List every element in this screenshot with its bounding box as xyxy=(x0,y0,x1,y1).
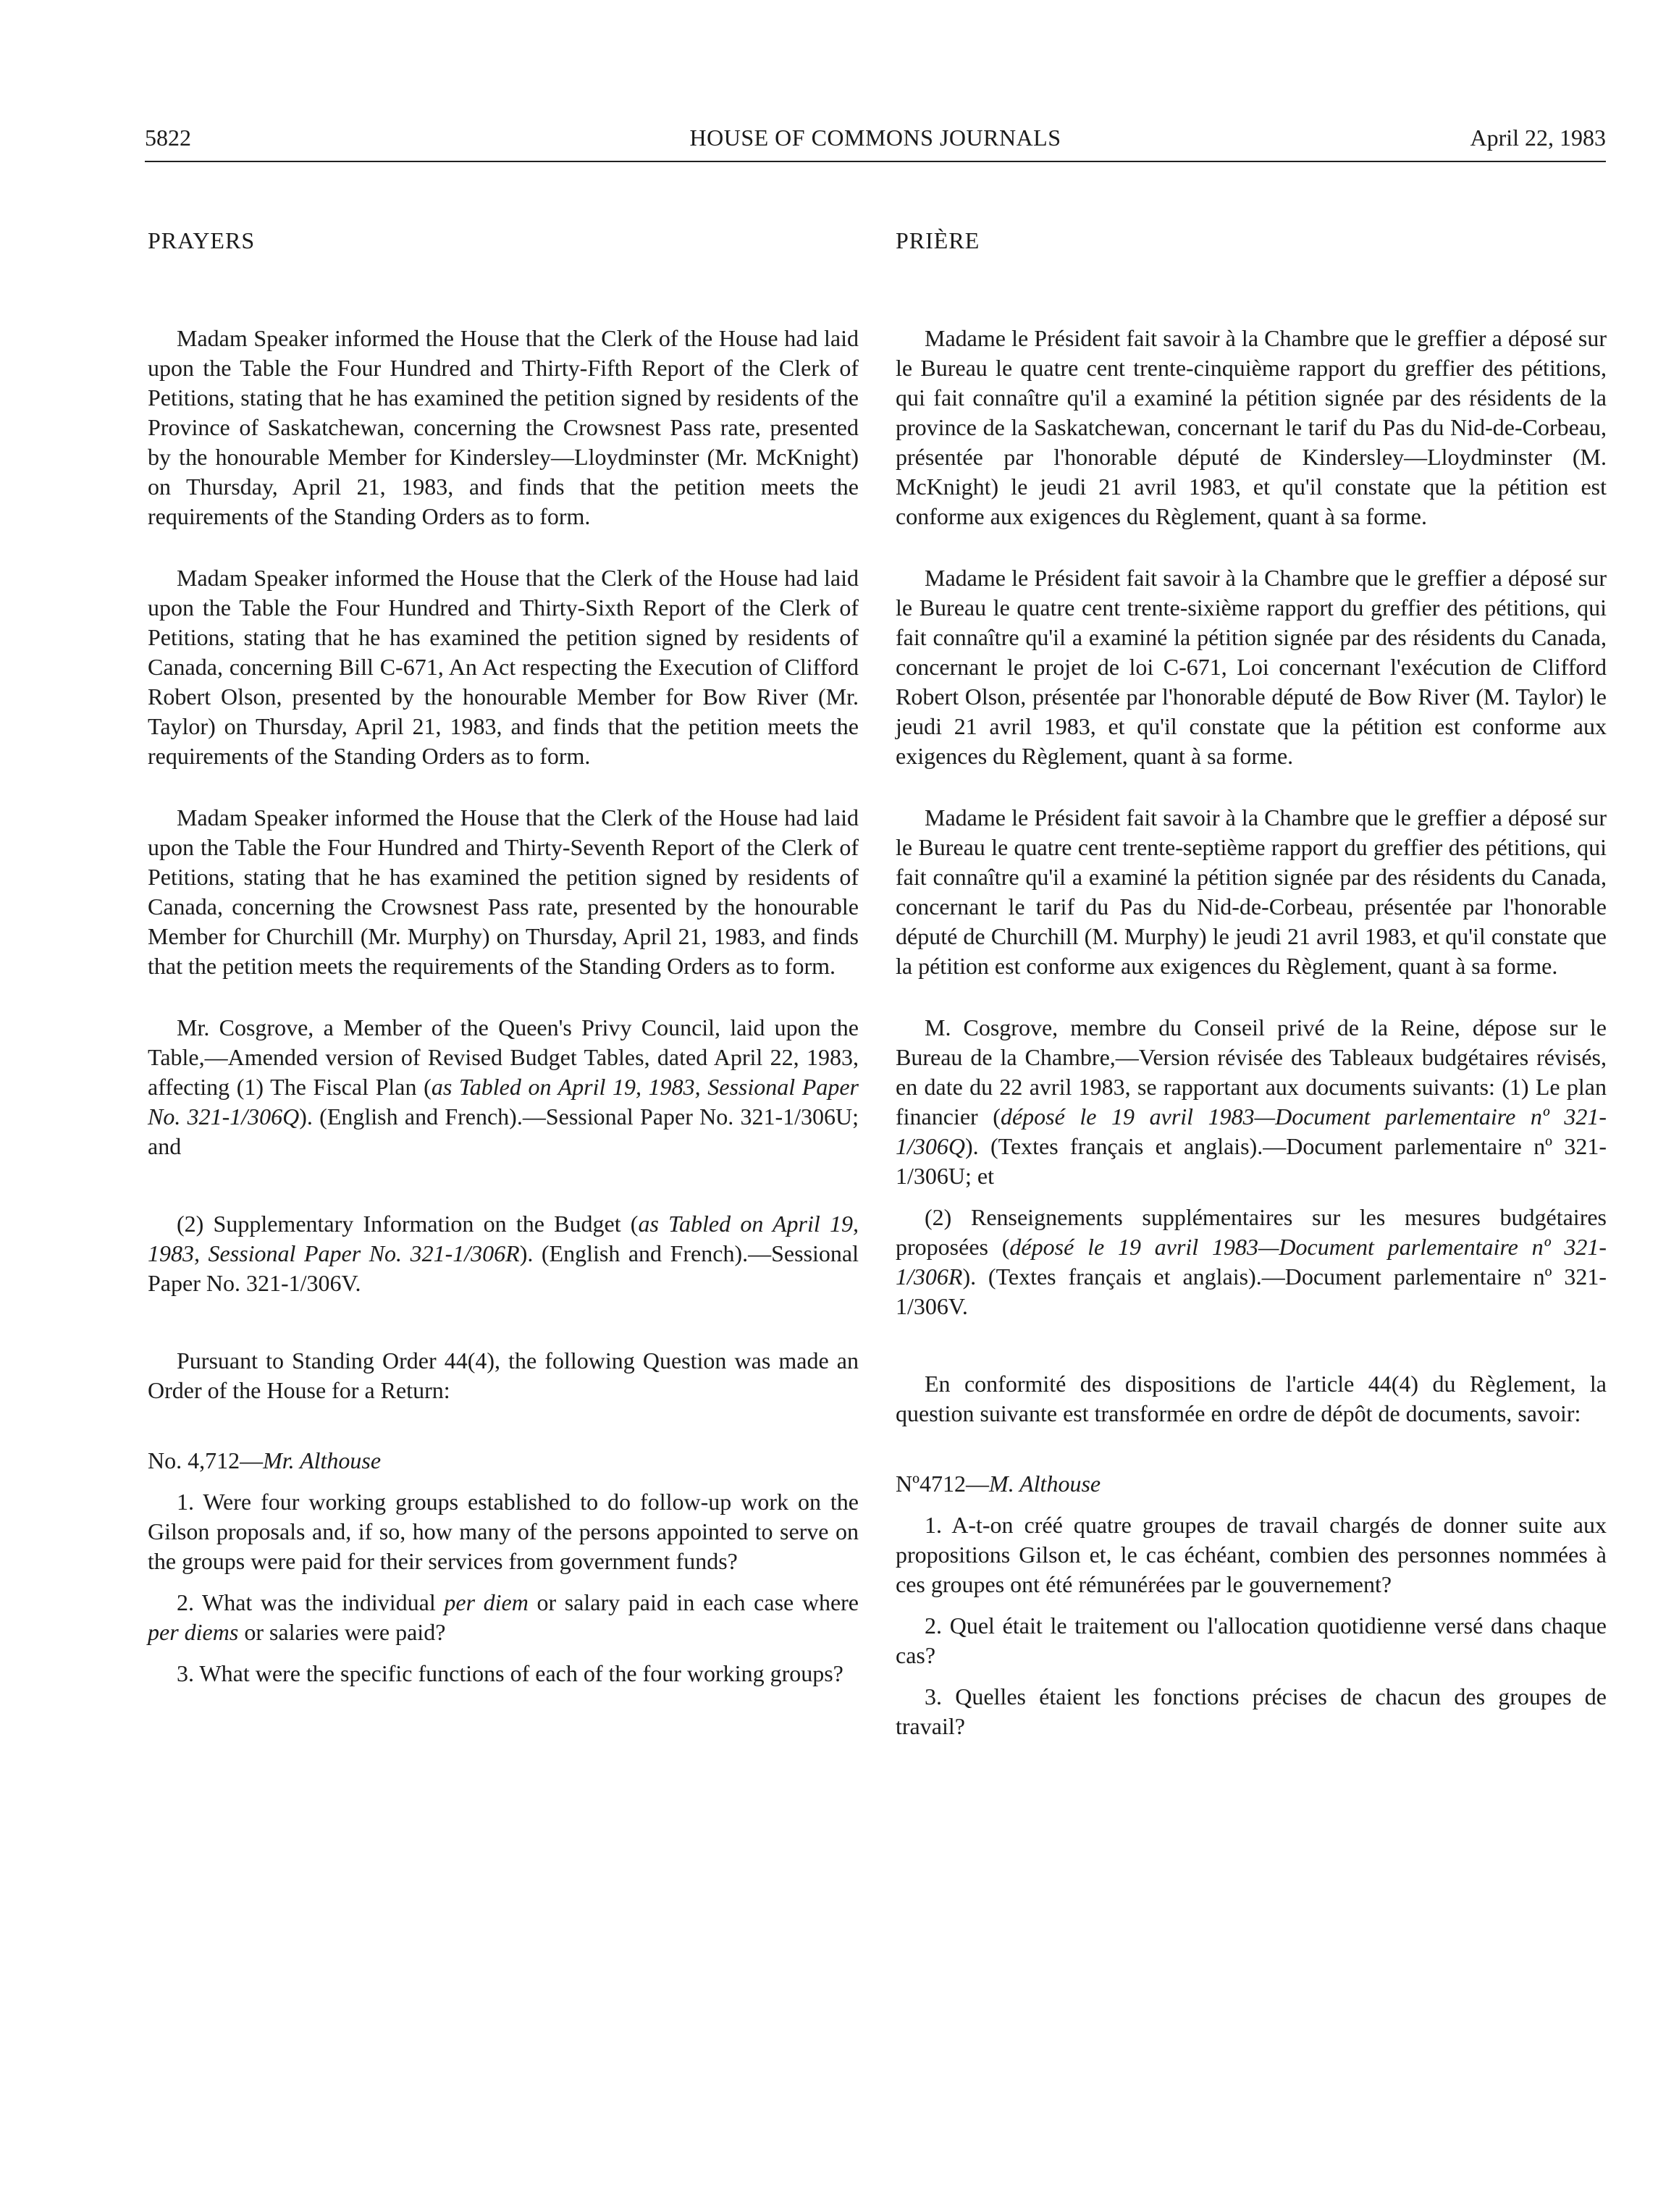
question-item: 3. What were the specific functions of each of the four working groups? xyxy=(177,1660,843,1686)
section-heading: PRIÈRE xyxy=(896,227,980,253)
question-heading: No. 4,712—Mr. Althouse xyxy=(148,1447,382,1473)
question-item: 1. A-t-on créé quatre groupes de travail chargés de donner suite aux propositions Gilson et, le cas échéant, combien des personnes nommées à ces groupes ont été rémunérées par le gouvernement? xyxy=(896,1512,1607,1597)
paragraph: Madame le Président fait savoir à la Chambre que le greffier a déposé sur le Bureau le quatre cent trente-cinquième rapport du greffier des pétitions, qui fait connaître qu'il a examiné la pétition signée par des résidents de la province de la Saskatchewan, concernant le tarif du Pas du Nid-de-Corbeau, présentée par l'honorable député de Kindersley—Lloydminster (M. McKnight) le jeudi 21 avril 1983, et qu'il constate que la pétition est conforme aux exigences du Règlement, quant à sa forme. xyxy=(896,325,1607,529)
journal-title: HOUSE OF COMMONS JOURNALS xyxy=(689,125,1061,151)
french-column xyxy=(896,226,1607,1741)
paragraph: Madame le Président fait savoir à la Chambre que le greffier a déposé sur le Bureau le quatre cent trente-septième rapport du greffier des pétitions, qui fait connaître qu'il a examiné la pétition signée par des résidents du Canada, concernant le tarif du Pas du Nid-de-Corbeau, présentée par l'honorable député de Churchill (M. Murphy) le jeudi 21 avril 1983, et qu'il constate que la pétition est conforme aux exigences du Règlement, quant à sa forme. xyxy=(896,804,1607,979)
question-heading: Nº4712—M. Althouse xyxy=(896,1471,1101,1497)
english-column xyxy=(148,226,859,1689)
paragraph: Mr. Cosgrove, a Member of the Queen's Privy Council, laid upon the Table,—Amended version of Revised Budget Tables, dated April 22, 1983, affecting (1) The Fiscal Plan (as Tabled on April 19, 1983, Sessional Paper No. 321-1/306Q). (English and French).—Sessional Paper No. 321-1/306U; and xyxy=(148,1014,859,1159)
header-rule xyxy=(145,161,1606,162)
paragraph: M. Cosgrove, membre du Conseil privé de la Reine, dépose sur le Bureau de la Chambre,—Version révisée des Tableaux budgétaires révisés, en date du 22 avril 1983, se rapportant aux documents suivants: (1) Le plan financier (déposé le 19 avril 1983—Document parlementaire nº 321-1/306Q). (Textes français et anglais).—Document parlementaire nº 321-1/306U; et xyxy=(896,1014,1607,1189)
paragraph: Madame le Président fait savoir à la Chambre que le greffier a déposé sur le Bureau le quatre cent trente-sixième rapport du greffier des pétitions, qui fait connaître qu'il a examiné la pétition signée par des résidents du Canada, concernant le projet de loi C-671, Loi concernant l'exécution de Clifford Robert Olson, présentée par l'honorable député de Bow River (M. Taylor) le jeudi 21 avril 1983, et qu'il constate que la pétition est conforme aux exigences du Règlement, quant à sa forme. xyxy=(896,565,1607,769)
page-header xyxy=(145,125,1606,156)
paragraph: En conformité des dispositions de l'article 44(4) du Règlement, la question suivante est transformée en ordre de dépôt de documents, savoir: xyxy=(896,1371,1607,1426)
paragraph: Madam Speaker informed the House that the Clerk of the House had laid upon the Table the Four Hundred and Thirty-Fifth Report of the Clerk of Petitions, stating that he has examined the petition signed by residents of the Province of Saskatchewan, concerning the Crowsnest Pass rate, presented by the honourable Member for Kindersley—Lloydminster (Mr. McKnight) on Thursday, April 21, 1983, and finds that the petition meets the requirements of the Standing Orders as to form. xyxy=(148,325,859,529)
question-item: 2. What was the individual per diem or salary paid in each case where per diems or salaries were paid? xyxy=(148,1589,859,1645)
paragraph: (2) Renseignements supplémentaires sur les mesures budgétaires proposées (déposé le 19 avril 1983—Document parlementaire nº 321-1/306R). (Textes français et anglais).—Document parlementaire nº 321-1/306V. xyxy=(896,1204,1607,1319)
question-item: 2. Quel était le traitement ou l'allocation quotidienne versé dans chaque cas? xyxy=(896,1612,1607,1668)
question-item: 3. Quelles étaient les fonctions précises de chacun des groupes de travail? xyxy=(896,1683,1607,1739)
paragraph: Pursuant to Standing Order 44(4), the following Question was made an Order of the House for a Return: xyxy=(148,1347,859,1403)
page-number: 5822 xyxy=(145,125,191,151)
section-heading: PRAYERS xyxy=(148,227,256,253)
paragraph: (2) Supplementary Information on the Budget (as Tabled on April 19, 1983, Sessional Paper No. 321-1/306R). (English and French).—Sessional Paper No. 321-1/306V. xyxy=(148,1211,859,1296)
paragraph: Madam Speaker informed the House that the Clerk of the House had laid upon the Table the Four Hundred and Thirty-Seventh Report of the Clerk of Petitions, stating that he has examined the petition signed by residents of Canada, concerning the Crowsnest Pass rate, presented by the honourable Member for Churchill (Mr. Murphy) on Thursday, April 21, 1983, and finds that the petition meets the requirements of the Standing Orders as to form. xyxy=(148,804,859,979)
paragraph: Madam Speaker informed the House that the Clerk of the House had laid upon the Table the Four Hundred and Thirty-Sixth Report of the Clerk of Petitions, stating that he has examined the petition signed by residents of Canada, concerning Bill C-671, An Act respecting the Execution of Clifford Robert Olson, presented by the honourable Member for Bow River (Mr. Taylor) on Thursday, April 21, 1983, and finds that the petition meets the requirements of the Standing Orders as to form. xyxy=(148,565,859,769)
journal-date: April 22, 1983 xyxy=(1470,125,1606,151)
question-item: 1. Were four working groups established to do follow-up work on the Gilson proposals and, if so, how many of the persons appointed to serve on the groups were paid for their services from government funds? xyxy=(148,1489,859,1574)
